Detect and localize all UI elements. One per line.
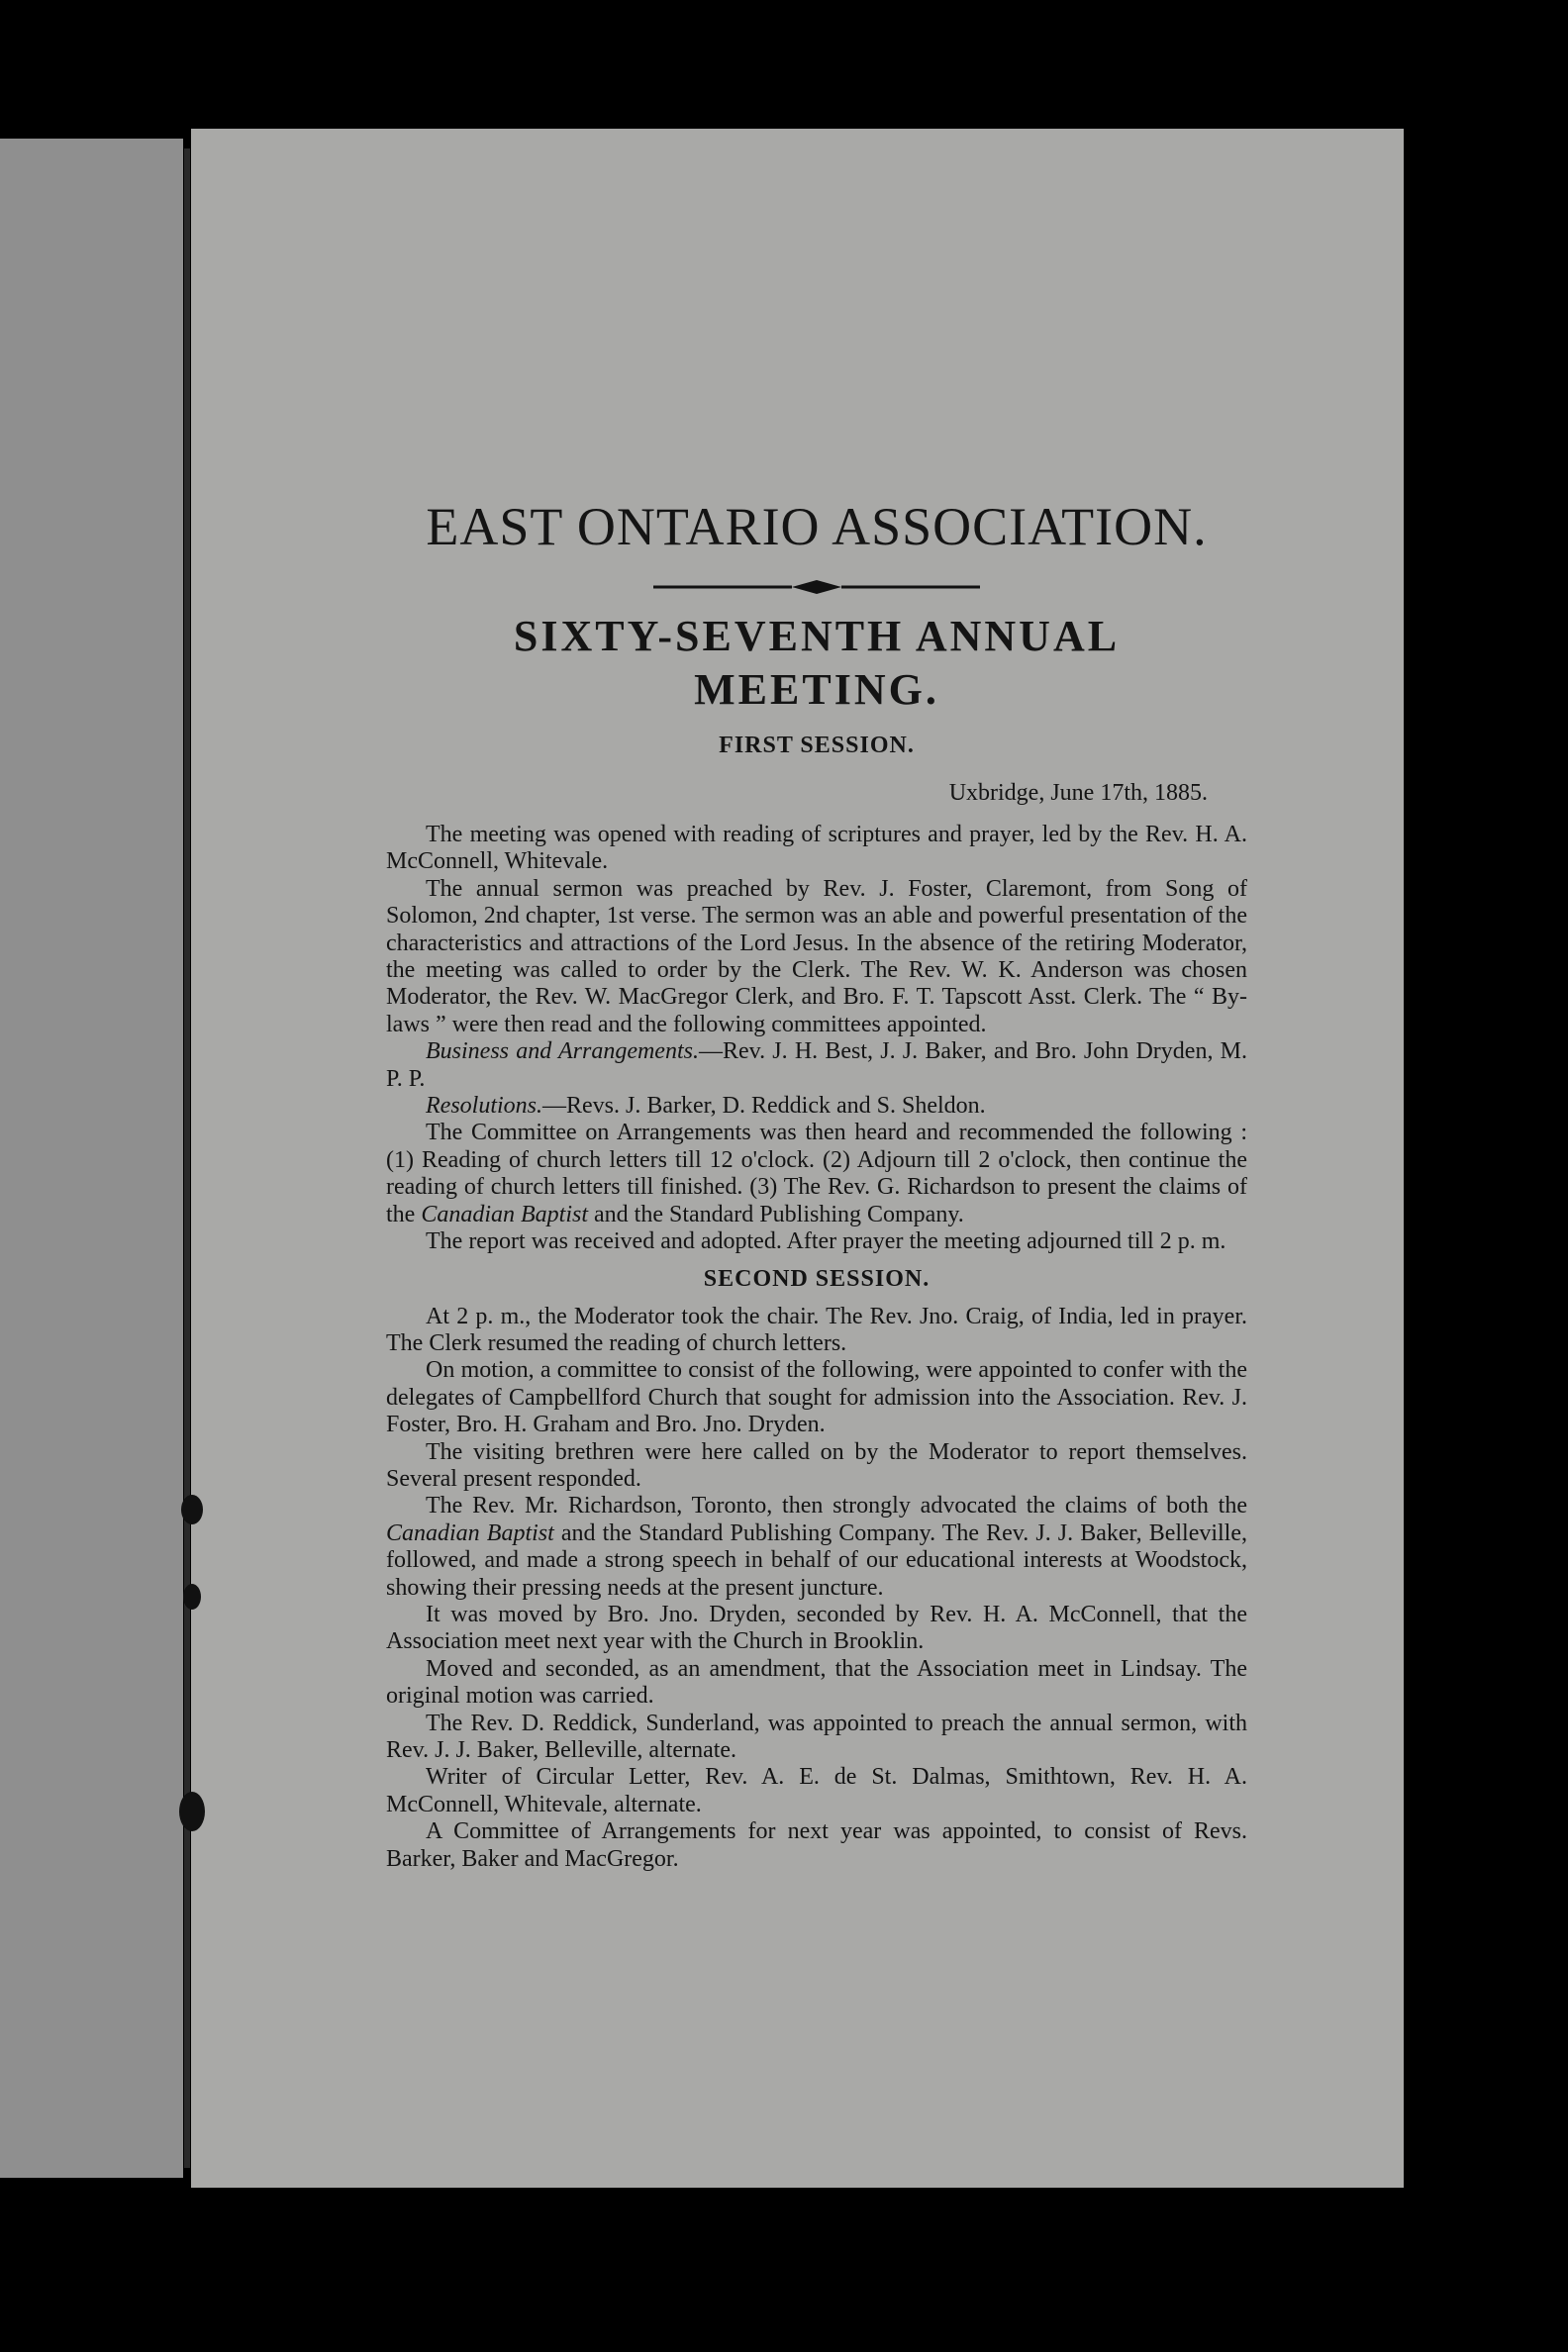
meeting-subtitle: SIXTY-SEVENTH ANNUAL MEETING. [513,612,1121,714]
page-gutter [184,148,190,2168]
ink-blot [181,1495,203,1524]
page-title: EAST ONTARIO ASSOCIATION. [426,497,1208,556]
dateline: Uxbridge, June 17th, 1885. [948,780,1208,806]
paragraph: It was moved by Bro. Jno. Dryden, seconded by Rev. H. A. McConnell, that the Association meet next year with the Church in Brooklin. [386,1601,1247,1655]
paragraph: Writer of Circular Letter, Rev. A. E. de St. Dalmas, Smithtown, Rev. H. A. McConnell, Whitevale, alternate. [386,1764,1247,1817]
facing-page-edge [0,139,183,2178]
paragraph: The Committee on Arrangements was then heard and recommended the following : (1) Reading of church letters till 12 o'clock. (2) Adjourn till 2 o'clock, then continue the reading of church letters till finished. (3) The Rev. G. Richardson to present the claims of the Canadian Baptist and the Standard Publishing Company. [386,1120,1247,1227]
ornament-divider [386,572,1247,602]
paragraph: Moved and seconded, as an amendment, that the Association meet in Lindsay. The original motion was carried. [386,1655,1247,1710]
paragraph: On motion, a committee to consist of the following, were appointed to confer with the delegates of Campbellford Church that sought for admission into the Association. Rev. J. Foster, Bro. H. Graham and Bro. Jno. Dryden. [386,1357,1247,1438]
paragraph: The report was received and adopted. After prayer the meeting adjourned till 2 p. m. [426,1228,1226,1255]
paragraph: Business and Arrangements.—Rev. J. H. Best, J. J. Baker, and Bro. John Dryden, M. P. P. [386,1038,1247,1092]
first-session-heading: FIRST SESSION. [719,733,915,758]
ornament-rule-icon [653,577,980,597]
paragraph: At 2 p. m., the Moderator took the chair. The Rev. Jno. Craig, of India, led in prayer. The Clerk resumed the reading of church letters. [386,1303,1247,1356]
paragraph: The annual sermon was preached by Rev. J. Foster, Claremont, from Song of Solomon, 2nd chapter, 1st verse. The sermon was an able and powerful presentation of the characteristics and attractions of the Lord Jesus. In the absence of the retiring Moderator, the meeting was called to order by the Clerk. The Rev. W. K. Anderson was chosen Moderator, the Rev. W. MacGregor Clerk, and Bro. F. T. Tapscott Asst. Clerk. The “ By-laws ” were then read and the following committees appointed. [386,875,1247,1037]
paragraph: A Committee of Arrangements for next year was appointed, to consist of Revs. Barker, Baker and MacGregor. [386,1818,1247,1872]
document-body [386,495,1247,1873]
committee-label: Business and Arrangements. [426,1038,699,1065]
second-session-heading: SECOND SESSION. [703,1265,931,1292]
paragraph: The meeting was opened with reading of scriptures and prayer, led by the Rev. H. A. McConnell, Whitevale. [386,822,1247,875]
paragraph: Resolutions.—Revs. J. Barker, D. Reddick and S. Sheldon. [426,1093,986,1120]
paragraph: The Rev. Mr. Richardson, Toronto, then strongly advocated the claims of both the Canadian Baptist and the Standard Publishing Company. The Rev. J. J. Baker, Belleville, followed, and made a strong speech in behalf of our educational interests at Woodstock, showing their pressing needs at the present juncture. [386,1493,1247,1601]
ink-blot [179,1792,205,1831]
paragraph: The visiting brethren were here called on by the Moderator to report themselves. Several present responded. [386,1438,1247,1492]
paragraph: The Rev. D. Reddick, Sunderland, was appointed to preach the annual sermon, with Rev. J. J. Baker, Belleville, alternate. [386,1710,1247,1763]
committee-label: Resolutions. [426,1093,542,1120]
ink-blot [183,1584,201,1610]
